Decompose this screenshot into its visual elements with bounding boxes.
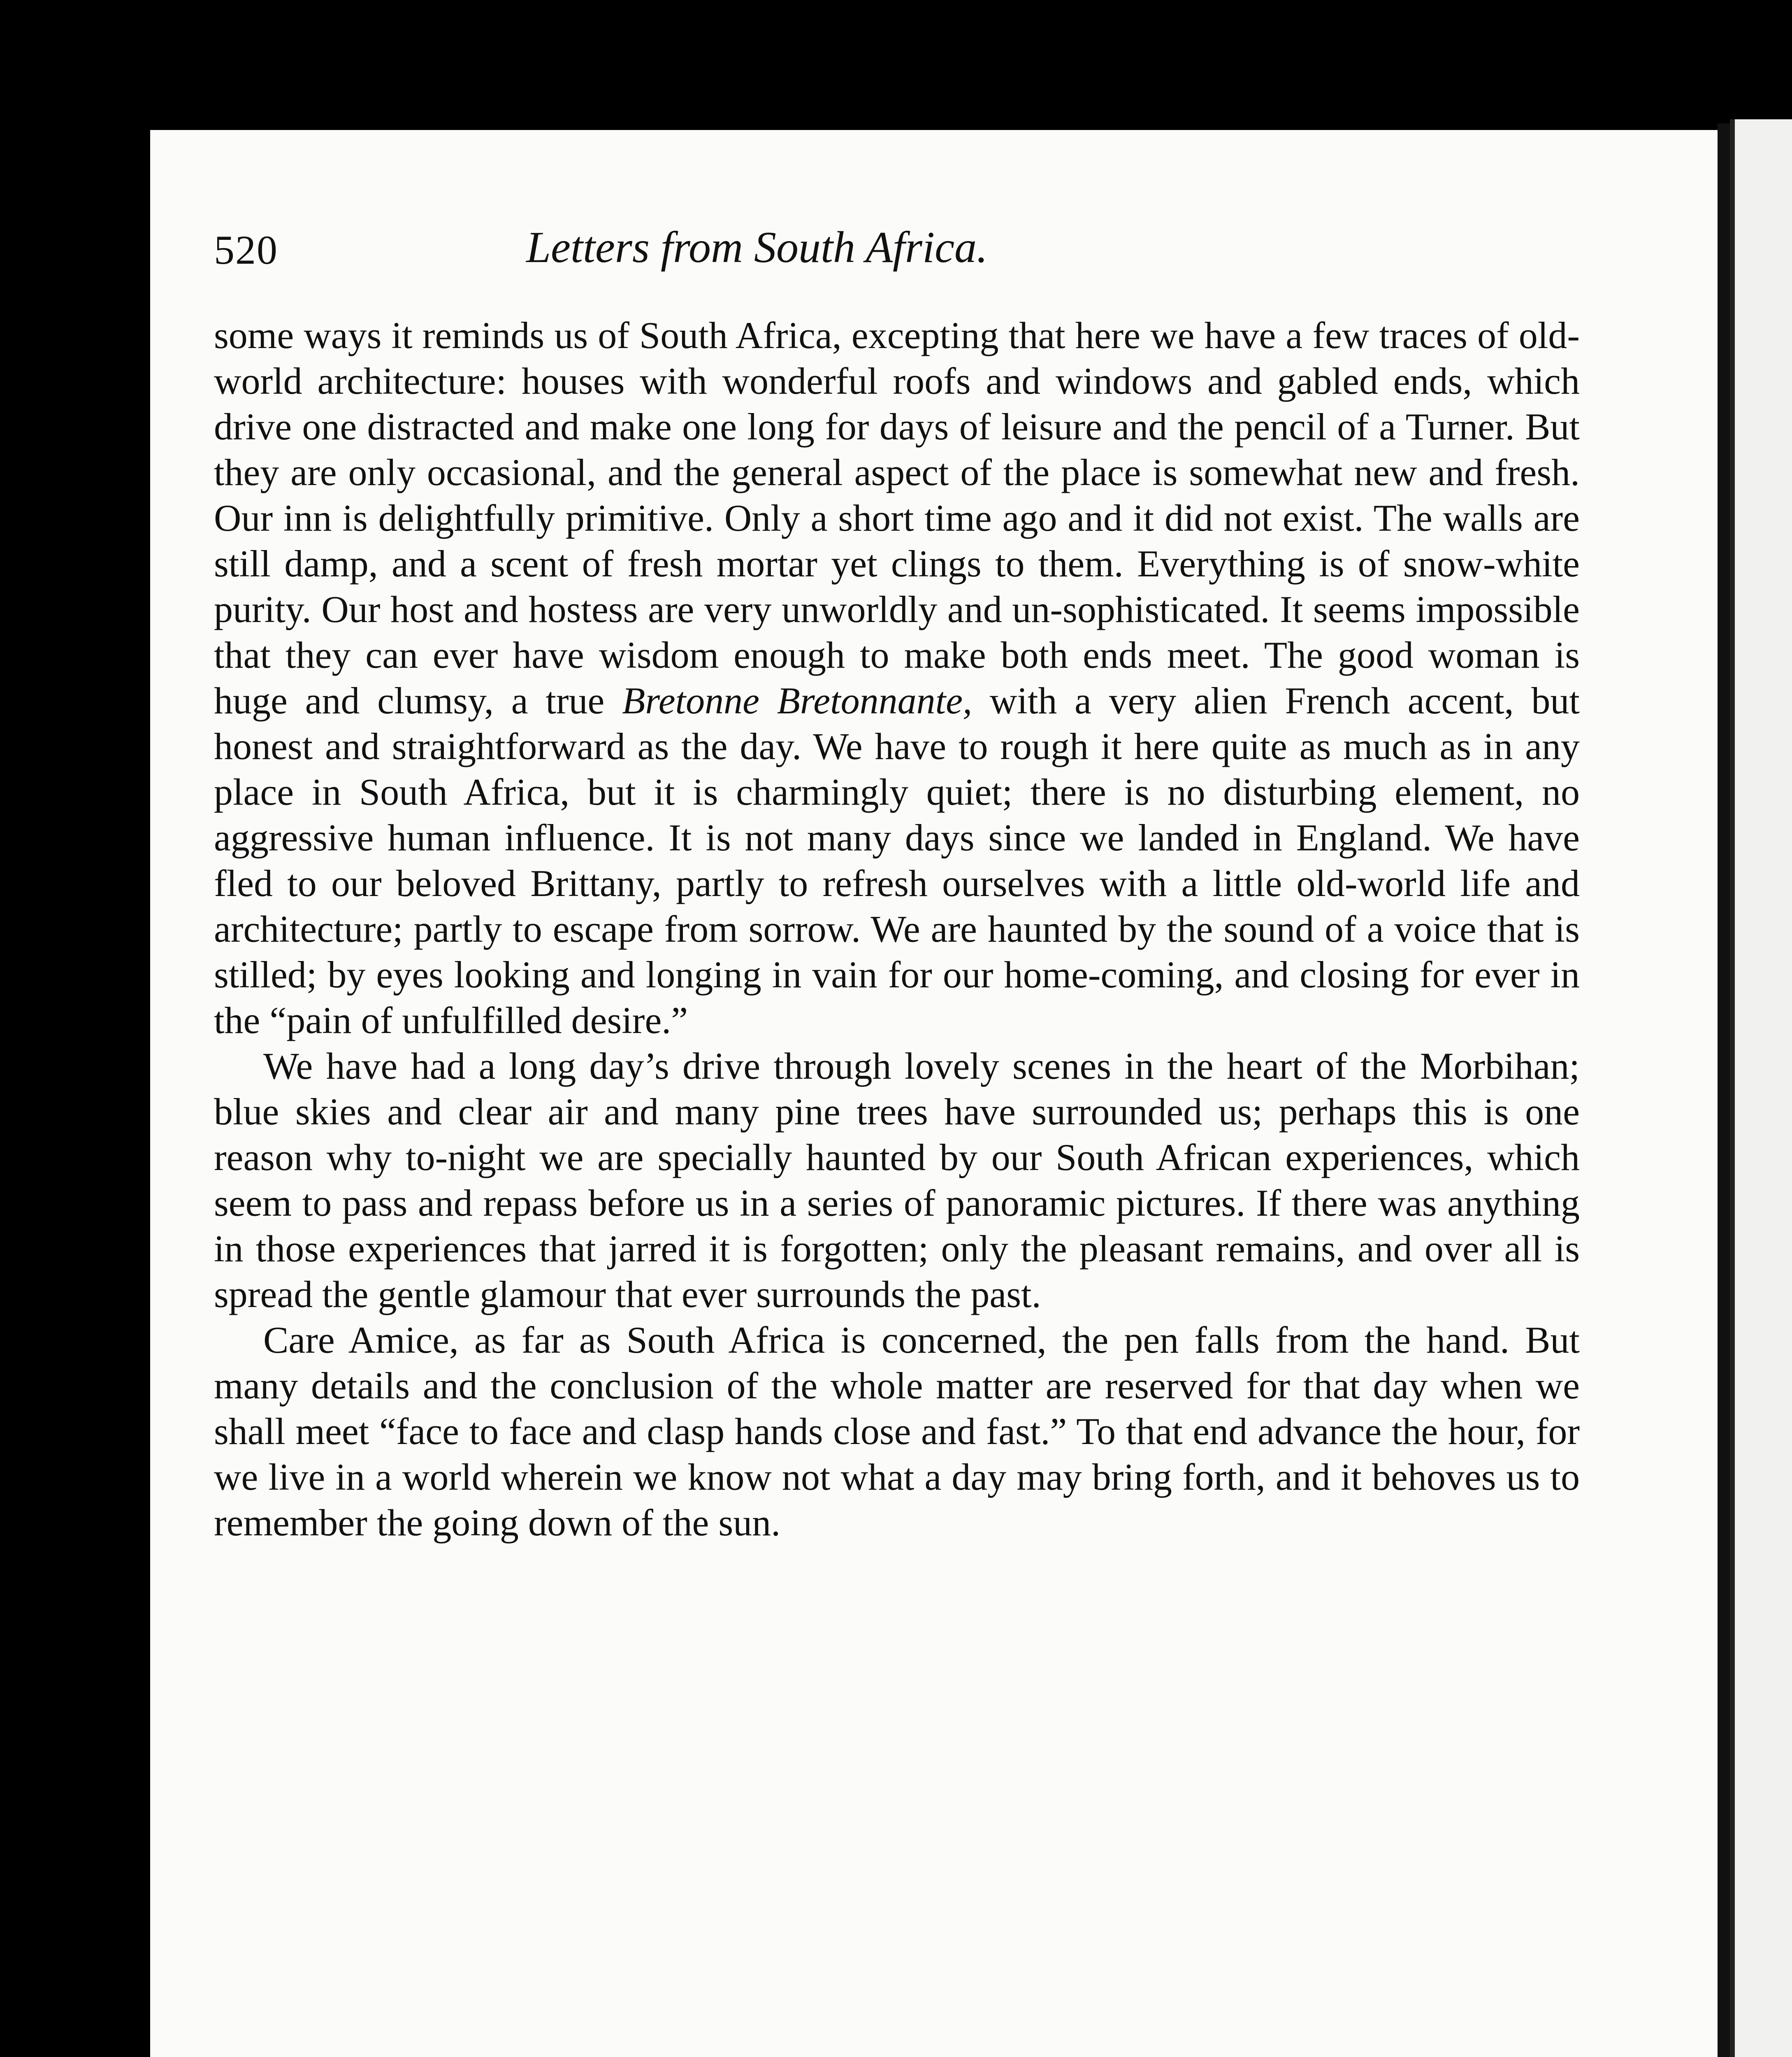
facing-page-border xyxy=(1730,119,1735,2057)
paragraph xyxy=(214,1317,1580,1546)
text-run: some ways it reminds us of South Africa, excepting that here we have a few traces of old-world architecture: houses with wonderful roofs and windows and gabled ends, which drive one distracted and make one long for days of leisure and the pencil of a Turner. But they are only occasional, and the general aspect of the place is somewhat new and fresh. Our inn is delightfully primitive. Only a short time ago and it did not exist. The walls are still damp, and a scent of fresh mortar yet clings to them. Everything is of snow-white purity. Our host and hostess are very unworldly and un-sophisticated. It seems impossible that they can ever have wisdom enough to make both ends meet. The good woman is huge and clumsy, a true xyxy=(214,314,1580,722)
paragraph xyxy=(214,313,1580,1043)
italic-phrase: Bretonne Bretonnante, xyxy=(622,680,973,722)
book-gutter-shadow xyxy=(1718,123,1730,2057)
running-title: Letters from South Africa. xyxy=(526,223,988,272)
page-header xyxy=(214,222,1209,288)
page-number: 520 xyxy=(214,227,278,273)
body-text xyxy=(214,313,1580,1546)
text-run: We have had a long day’s drive through lovely scenes in the heart of the Morbihan; blue skies and clear air and many pine trees have surrounded us; perhaps this is one reason why to-night we are specially haunted by our South African experiences, which seem to pass and repass before us in a series of panoramic pictures. If there was anything in those experiences that jarred it is forgotten; only the pleasant remains, and over all is spread the gentle glamour that ever surrounds the past. xyxy=(214,1045,1580,1315)
facing-page-edge xyxy=(1730,119,1792,2057)
text-run: with a very alien French accent, but honest and straightforward as the day. We have to rough it here quite as much as in any place in South Africa, but it is charmingly quiet; there is no disturbing element, no aggressive human influence. It is not many days since we landed in England. We have fled to our beloved Brittany, partly to refresh ourselves with a little old-world life and architecture; partly to escape from sorrow. We are haunted by the sound of a voice that is stilled; by eyes looking and longing in vain for our home-coming, and closing for ever in the “pain of unfulfilled desire.” xyxy=(214,680,1580,1041)
text-run: Care Amice, as far as South Africa is concerned, the pen falls from the hand. But many details and the conclusion of the whole matter are reserved for that day when we shall meet “face to face and clasp hands close and fast.” To that end advance the hour, for we live in a world wherein we know not what a day may bring forth, and it behoves us to remember the going down of the sun. xyxy=(214,1319,1580,1544)
paragraph xyxy=(214,1043,1580,1317)
